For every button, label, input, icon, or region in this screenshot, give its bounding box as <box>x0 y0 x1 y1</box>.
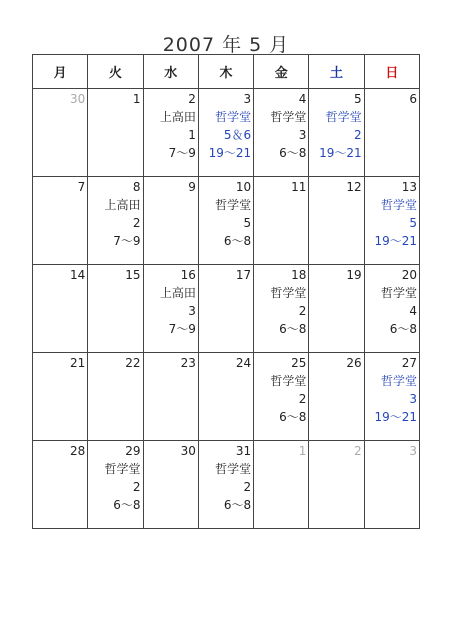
event-count: 3 <box>298 128 307 142</box>
event-count: 2 <box>298 304 307 318</box>
event-location: 上高田 <box>159 286 196 300</box>
event-time: 7～9 <box>168 322 196 336</box>
day-number: 30 <box>70 92 86 106</box>
event-time: 7～9 <box>113 234 141 248</box>
day-number: 23 <box>180 356 196 370</box>
day-cell <box>309 353 364 441</box>
event-location: 哲学堂 <box>380 286 417 300</box>
day-number: 4 <box>298 92 307 106</box>
week-row <box>33 265 420 353</box>
weekday-thu: 木 <box>198 55 253 89</box>
week-row <box>33 353 420 441</box>
event-location: 哲学堂 <box>380 198 417 212</box>
day-cell <box>254 177 309 265</box>
day-number: 3 <box>409 444 417 458</box>
day-cell <box>198 177 253 265</box>
day-number: 11 <box>291 180 307 194</box>
day-number: 8 <box>132 180 141 194</box>
event-count: 3 <box>188 304 196 318</box>
event-location: 哲学堂 <box>215 110 252 124</box>
event-count: 5 <box>243 216 252 230</box>
event-time: 6～8 <box>279 146 307 160</box>
day-number: 1 <box>298 444 307 458</box>
day-number: 21 <box>70 356 86 370</box>
day-number: 10 <box>235 180 252 194</box>
day-number: 2 <box>354 444 362 458</box>
day-cell <box>364 89 419 177</box>
day-cell <box>33 89 88 177</box>
weekday-wed: 水 <box>143 55 198 89</box>
event-location: 哲学堂 <box>215 198 252 212</box>
event-location: 上高田 <box>104 198 141 212</box>
day-number: 15 <box>125 268 141 282</box>
day-cell <box>33 353 88 441</box>
day-cell <box>254 265 309 353</box>
day-number: 27 <box>401 356 417 370</box>
day-cell <box>254 89 309 177</box>
day-cell <box>364 353 419 441</box>
event-location: 哲学堂 <box>380 374 417 388</box>
week-row <box>33 441 420 529</box>
day-cell <box>88 441 143 529</box>
event-count: 2 <box>243 480 252 494</box>
event-location: 哲学堂 <box>325 110 362 124</box>
day-number: 18 <box>291 268 307 282</box>
calendar-title: 2007 年 5 月 <box>162 34 290 56</box>
event-time: 19～21 <box>319 146 362 160</box>
day-cell <box>364 441 419 529</box>
weekday-tue: 火 <box>88 55 143 89</box>
day-number: 2 <box>188 92 196 106</box>
event-count: 1 <box>188 128 196 142</box>
event-time: 6～8 <box>389 322 417 336</box>
event-location: 哲学堂 <box>270 374 307 388</box>
event-count: 2 <box>132 480 141 494</box>
day-cell <box>33 441 88 529</box>
day-number: 19 <box>346 268 362 282</box>
day-number: 14 <box>70 268 86 282</box>
day-cell <box>364 177 419 265</box>
day-number: 24 <box>235 356 252 370</box>
week-row <box>33 89 420 177</box>
weekday-mon: 月 <box>33 55 88 89</box>
event-count: 2 <box>132 216 141 230</box>
day-number: 1 <box>132 92 141 106</box>
day-cell <box>33 265 88 353</box>
day-number: 30 <box>180 444 196 458</box>
event-count: 5 <box>409 216 417 230</box>
day-number: 29 <box>125 444 141 458</box>
day-number: 28 <box>70 444 86 458</box>
day-cell <box>88 89 143 177</box>
day-number: 17 <box>235 268 252 282</box>
day-cell <box>309 265 364 353</box>
event-time: 6～8 <box>223 498 252 512</box>
event-count: 4 <box>409 304 417 318</box>
day-cell <box>309 177 364 265</box>
event-time: 6～8 <box>279 410 307 424</box>
calendar-body <box>33 89 420 529</box>
day-number: 5 <box>354 92 362 106</box>
day-cell <box>254 353 309 441</box>
day-cell <box>143 177 198 265</box>
day-cell <box>198 441 253 529</box>
event-time: 19～21 <box>374 410 417 424</box>
day-cell <box>88 177 143 265</box>
day-cell <box>198 265 253 353</box>
calendar-grid <box>32 54 420 529</box>
event-time: 6～8 <box>113 498 141 512</box>
event-location: 哲学堂 <box>104 462 141 476</box>
day-cell <box>309 89 364 177</box>
day-cell <box>198 353 253 441</box>
event-location: 哲学堂 <box>270 110 307 124</box>
weekday-header-row <box>33 55 420 89</box>
day-number: 22 <box>125 356 141 370</box>
day-cell <box>143 353 198 441</box>
event-time: 19～21 <box>208 146 252 160</box>
event-time: 19～21 <box>374 234 417 248</box>
day-number: 31 <box>235 444 252 458</box>
day-number: 25 <box>291 356 307 370</box>
event-count: 2 <box>298 392 307 406</box>
day-cell <box>143 89 198 177</box>
event-location: 哲学堂 <box>215 462 252 476</box>
day-number: 26 <box>346 356 362 370</box>
day-cell <box>143 441 198 529</box>
day-number: 9 <box>188 180 196 194</box>
day-cell <box>88 265 143 353</box>
week-row <box>33 177 420 265</box>
day-cell <box>198 89 253 177</box>
weekday-sat: 土 <box>309 55 364 89</box>
weekday-sun: 日 <box>364 55 419 89</box>
day-cell <box>309 441 364 529</box>
event-time: 7～9 <box>168 146 196 160</box>
day-cell <box>88 353 143 441</box>
event-time: 6～8 <box>279 322 307 336</box>
event-count: 2 <box>354 128 362 142</box>
day-number: 16 <box>180 268 196 282</box>
day-cell <box>143 265 198 353</box>
day-cell <box>364 265 419 353</box>
day-number: 3 <box>243 92 252 106</box>
day-number: 13 <box>401 180 417 194</box>
event-location: 上高田 <box>159 110 196 124</box>
day-number: 12 <box>346 180 362 194</box>
day-number: 6 <box>409 92 417 106</box>
event-count: 3 <box>409 392 417 406</box>
event-count: 5＆6 <box>223 128 252 142</box>
event-time: 6～8 <box>223 234 252 248</box>
day-cell <box>254 441 309 529</box>
day-number: 20 <box>401 268 417 282</box>
event-location: 哲学堂 <box>270 286 307 300</box>
day-cell <box>33 177 88 265</box>
weekday-fri: 金 <box>254 55 309 89</box>
day-number: 7 <box>77 180 86 194</box>
